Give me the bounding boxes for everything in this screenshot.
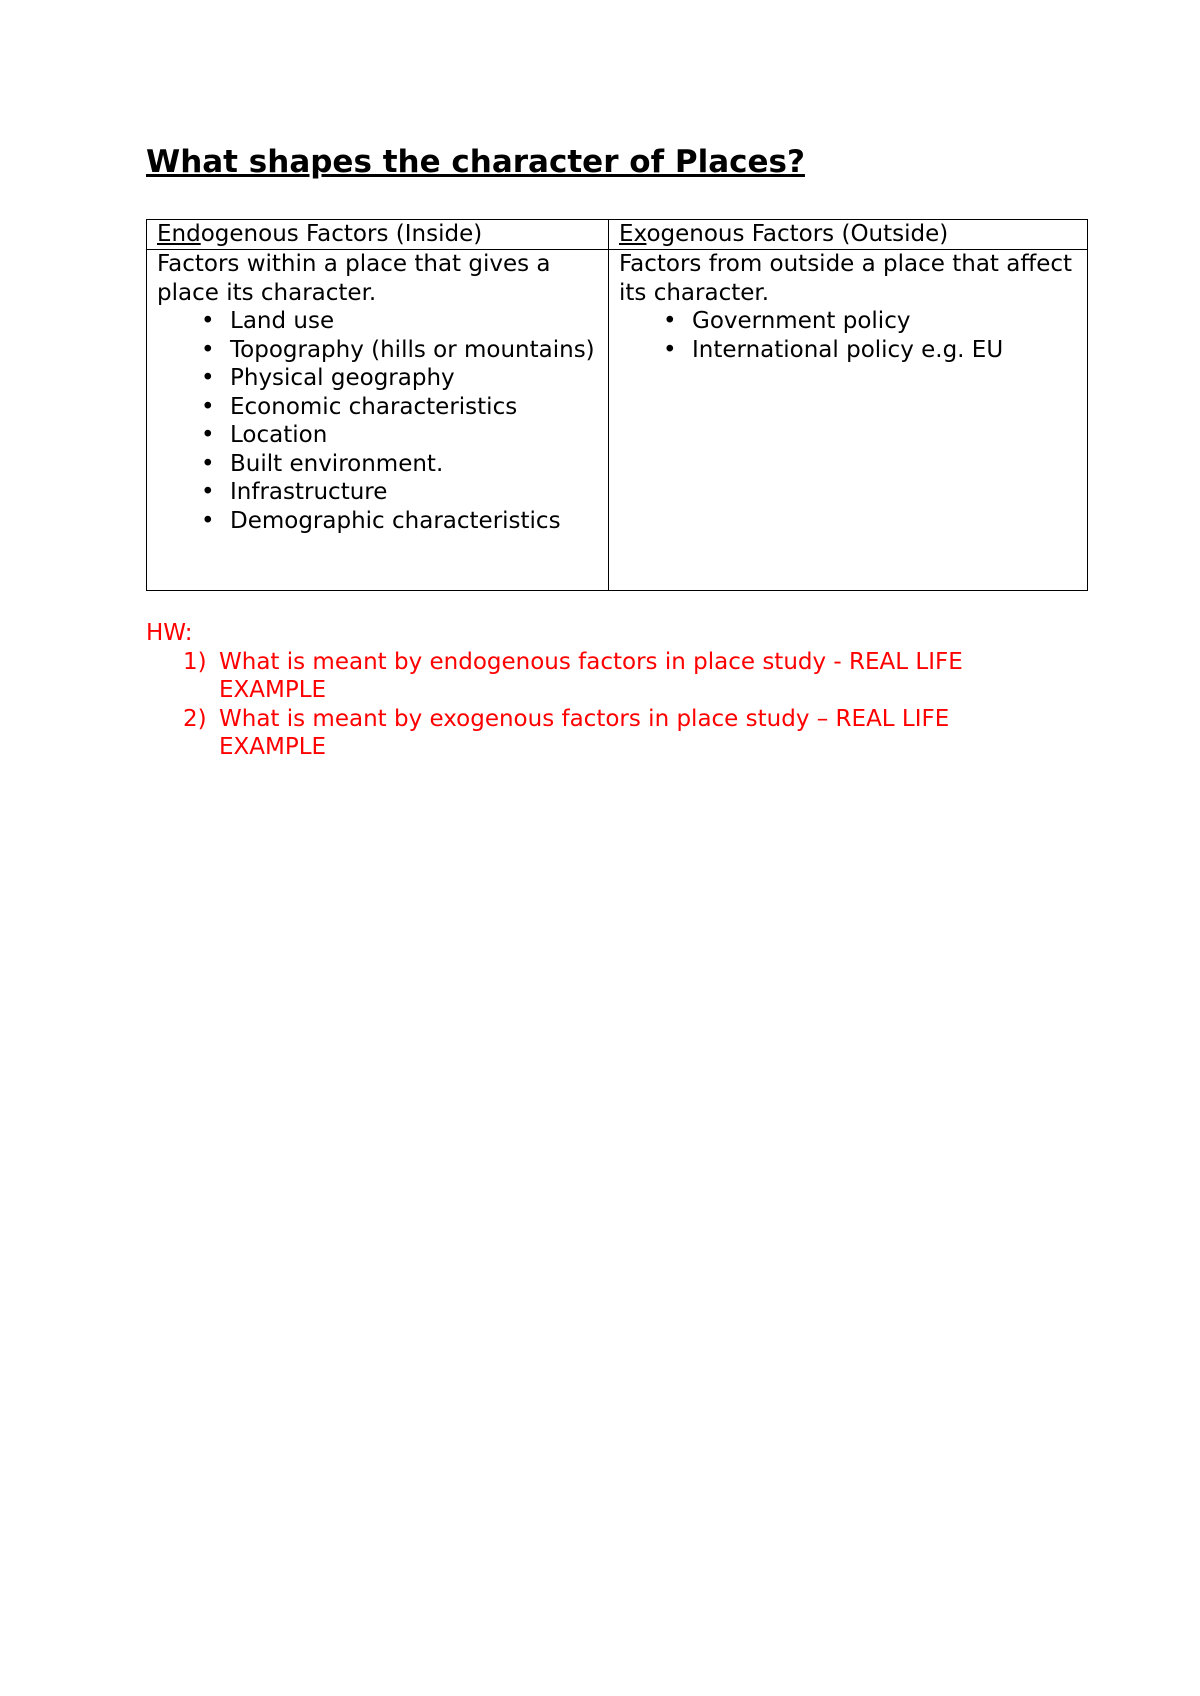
page-title: What shapes the character of Places?	[146, 144, 805, 180]
list-item: • Topography (hills or mountains)	[157, 336, 598, 365]
exogenous-heading-cell	[609, 220, 1088, 250]
homework-item-number: 2)	[183, 705, 207, 732]
endogenous-heading-underlined: End	[157, 221, 201, 247]
exogenous-description: Factors from outside a place that affect its character.	[619, 251, 1073, 306]
endogenous-description: Factors within a place that gives a place its character.	[157, 251, 551, 306]
homework-label: HW:	[146, 620, 193, 646]
list-item: • Land use	[157, 307, 598, 336]
list-item: • Infrastructure	[157, 478, 598, 507]
list-item: • Physical geography	[157, 364, 598, 393]
endogenous-heading-rest: ogenous Factors (Inside)	[200, 221, 483, 247]
list-item: • Location	[157, 421, 598, 450]
exogenous-heading-rest: ogenous Factors (Outside)	[646, 221, 949, 247]
homework-list	[146, 648, 1046, 762]
homework-item	[146, 648, 1046, 705]
endogenous-content-cell	[147, 250, 609, 591]
exogenous-factor-list	[619, 307, 1077, 364]
endogenous-heading-cell	[147, 220, 609, 250]
table-body-row	[147, 250, 1088, 591]
list-item: • International policy e.g. EU	[619, 336, 1077, 365]
homework-item-number: 1)	[183, 648, 207, 675]
factors-table	[146, 219, 1088, 591]
homework-item-text: What is meant by endogenous factors in place study - REAL LIFE EXAMPLE	[219, 648, 963, 703]
list-item: • Government policy	[619, 307, 1077, 336]
exogenous-content-cell	[609, 250, 1088, 591]
exogenous-heading-underlined: Ex	[619, 221, 647, 247]
homework-item	[146, 705, 1046, 762]
document-page	[146, 140, 1086, 760]
homework-section	[146, 619, 1046, 762]
list-item: • Built environment.	[157, 450, 598, 479]
list-item: • Economic characteristics	[157, 393, 598, 422]
table-header-row	[147, 220, 1088, 250]
list-item: • Demographic characteristics	[157, 507, 598, 536]
homework-item-text: What is meant by exogenous factors in place study – REAL LIFE EXAMPLE	[219, 705, 950, 760]
endogenous-factor-list	[157, 307, 598, 535]
